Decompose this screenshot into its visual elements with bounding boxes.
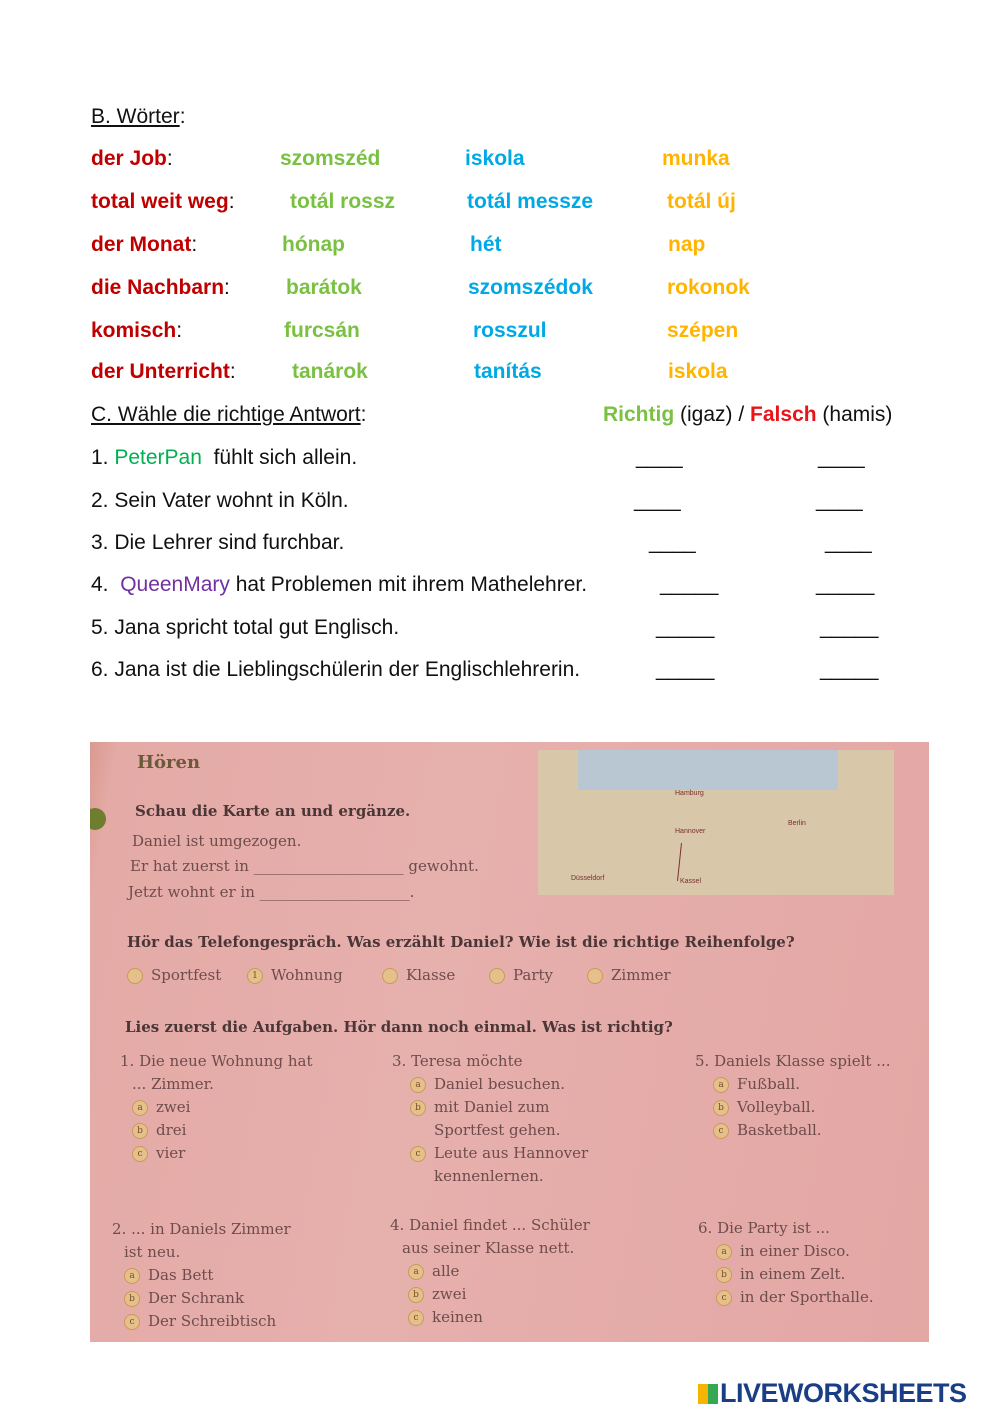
question-text: 5. Daniels Klasse spielt ... <box>695 1052 891 1070</box>
task-a-line: Jetzt wohnt er in ____________________. <box>128 883 415 901</box>
question-text: 2. ... in Daniels Zimmer <box>112 1220 291 1238</box>
order-circle <box>489 968 505 984</box>
vocab-word: der Monat: <box>91 233 198 256</box>
vocab-option[interactable]: rokonok <box>667 276 750 299</box>
falsch-blank[interactable]: _____ <box>820 616 879 639</box>
answer-option[interactable] <box>392 1142 652 1188</box>
statement: 1. PeterPan fühlt sich allein. <box>91 446 358 469</box>
option-letter-circle: a <box>410 1077 426 1093</box>
vocab-option[interactable]: szomszédok <box>468 276 593 299</box>
answer-option[interactable] <box>120 1096 380 1119</box>
option-text: keinen <box>432 1308 483 1326</box>
vocab-option[interactable]: szomszéd <box>280 147 381 170</box>
vocab-option[interactable]: furcsán <box>284 319 360 342</box>
answer-option[interactable] <box>120 1142 380 1165</box>
answer-option[interactable] <box>698 1240 929 1263</box>
order-option[interactable]: 1 Wohnung <box>247 966 343 984</box>
map-city: Berlin <box>788 820 806 827</box>
option-text: in der Sporthalle. <box>740 1288 874 1306</box>
option-letter-circle: a <box>716 1244 732 1260</box>
option-letter-circle: a <box>124 1268 140 1284</box>
vocab-option[interactable]: nap <box>668 233 706 256</box>
section-c-heading: C. Wähle die richtige Antwort: <box>91 403 367 426</box>
section-b-heading: B. Wörter: <box>91 105 186 128</box>
statement: 2. Sein Vater wohnt in Köln. <box>91 489 349 512</box>
answer-option[interactable] <box>695 1119 929 1142</box>
liveworksheets-logo: LIVEWORKSHEETS <box>698 1378 967 1409</box>
option-text: in einem Zelt. <box>740 1265 846 1283</box>
order-option[interactable]: Party <box>489 966 553 984</box>
option-letter-circle: b <box>716 1267 732 1283</box>
option-text: Der Schreibtisch <box>148 1312 277 1330</box>
option-letter-circle: c <box>410 1146 426 1162</box>
richtig-blank[interactable]: _____ <box>656 658 715 681</box>
option-text: vier <box>156 1144 186 1162</box>
question-text: ist neu. <box>124 1243 181 1261</box>
option-letter-circle: a <box>713 1077 729 1093</box>
exercise-badge <box>90 808 106 830</box>
option-letter-circle: c <box>716 1290 732 1306</box>
vocab-option[interactable]: tanítás <box>474 360 542 383</box>
order-option[interactable]: Zimmer <box>587 966 671 984</box>
task-b: Hör das Telefongespräch. Was erzählt Daniel? Wie ist die richtige Reihenfolge? <box>127 933 795 951</box>
answer-option[interactable] <box>390 1260 650 1283</box>
richtig-blank[interactable]: _____ <box>656 616 715 639</box>
vocab-option[interactable]: totál rossz <box>290 190 396 213</box>
order-circle: 1 <box>247 968 263 984</box>
option-text: Der Schrank <box>148 1289 245 1307</box>
answer-option[interactable] <box>390 1306 650 1329</box>
vocab-option[interactable]: totál új <box>667 190 736 213</box>
map-city: Hannover <box>675 828 706 835</box>
order-circle <box>382 968 398 984</box>
question-text: ... Zimmer. <box>132 1075 214 1093</box>
richtig-blank[interactable]: ____ <box>649 531 696 554</box>
vocab-option[interactable]: szépen <box>667 319 739 342</box>
answer-option[interactable] <box>698 1286 929 1309</box>
falsch-blank[interactable]: _____ <box>816 573 875 596</box>
textbook-photo <box>90 742 929 1342</box>
answer-option[interactable] <box>120 1119 380 1142</box>
vocab-option[interactable]: rosszul <box>473 319 547 342</box>
answer-option[interactable] <box>390 1283 650 1306</box>
order-option[interactable]: Sportfest <box>127 966 221 984</box>
question-block <box>695 1050 929 1142</box>
statement: 5. Jana spricht total gut Englisch. <box>91 616 400 639</box>
task-c: Lies zuerst die Aufgaben. Hör dann noch einmal. Was ist richtig? <box>125 1018 673 1036</box>
vocab-option[interactable]: hónap <box>282 233 345 256</box>
logo-icon <box>698 1384 718 1404</box>
vocab-word: der Job: <box>91 147 173 170</box>
vocab-word: total weit weg: <box>91 190 235 213</box>
answer-legend: Richtig (igaz) / Falsch (hamis) <box>603 403 893 426</box>
question-block <box>392 1050 652 1188</box>
richtig-blank[interactable]: ____ <box>634 489 681 512</box>
falsch-blank[interactable]: ____ <box>825 531 872 554</box>
option-text: Volleyball. <box>737 1098 816 1116</box>
option-letter-circle: b <box>124 1291 140 1307</box>
answer-option[interactable] <box>392 1073 652 1096</box>
falsch-blank[interactable]: _____ <box>820 658 879 681</box>
option-letter-circle: c <box>124 1314 140 1330</box>
character-name: QueenMary <box>120 573 230 596</box>
falsch-blank[interactable]: ____ <box>818 446 865 469</box>
vocab-word: der Unterricht: <box>91 360 236 383</box>
question-block <box>390 1214 650 1329</box>
question-block <box>120 1050 380 1165</box>
option-text: mit Daniel zum Sportfest gehen. <box>434 1098 561 1139</box>
option-text: in einer Disco. <box>740 1242 850 1260</box>
vocab-word: komisch: <box>91 319 183 342</box>
option-letter-circle: a <box>132 1100 148 1116</box>
option-text: Fußball. <box>737 1075 800 1093</box>
answer-option[interactable] <box>112 1264 372 1287</box>
option-letter-circle: a <box>408 1264 424 1280</box>
question-text: aus seiner Klasse nett. <box>402 1239 575 1257</box>
option-letter-circle: b <box>408 1287 424 1303</box>
option-letter-circle: c <box>408 1310 424 1326</box>
question-text: 6. Die Party ist ... <box>698 1219 830 1237</box>
task-a: Schau die Karte an und ergänze. <box>135 802 411 820</box>
answer-option[interactable] <box>695 1096 929 1119</box>
richtig-blank[interactable]: ____ <box>636 446 683 469</box>
option-text: Leute aus Hannover kennenlernen. <box>434 1144 589 1185</box>
option-text: Daniel besuchen. <box>434 1075 566 1093</box>
vocab-option[interactable]: totál messze <box>467 190 594 213</box>
vocab-option[interactable]: iskola <box>465 147 525 170</box>
option-text: zwei <box>156 1098 191 1116</box>
option-text: alle <box>432 1262 460 1280</box>
option-letter-circle: b <box>713 1100 729 1116</box>
map-city: Kassel <box>680 878 702 885</box>
statement: 6. Jana ist die Lieblingschülerin der Englischlehrerin. <box>91 658 581 681</box>
vocab-option[interactable]: iskola <box>668 360 728 383</box>
option-text: drei <box>156 1121 187 1139</box>
vocab-option[interactable]: barátok <box>286 276 362 299</box>
question-block <box>698 1217 929 1309</box>
option-letter-circle: c <box>713 1123 729 1139</box>
option-text: Basketball. <box>737 1121 822 1139</box>
option-letter-circle: c <box>132 1146 148 1162</box>
answer-option[interactable] <box>112 1287 372 1310</box>
vocab-option[interactable]: munka <box>662 147 730 170</box>
option-letter-circle: b <box>132 1123 148 1139</box>
question-block <box>112 1218 372 1333</box>
order-circle <box>587 968 603 984</box>
question-text: 4. Daniel findet ... Schüler <box>390 1216 590 1234</box>
richtig-blank[interactable]: _____ <box>660 573 719 596</box>
question-text: 1. Die neue Wohnung hat <box>120 1052 313 1070</box>
answer-option[interactable] <box>698 1263 929 1286</box>
question-text: 3. Teresa möchte <box>392 1052 523 1070</box>
task-a-line: Er hat zuerst in ____________________ gewohnt. <box>130 857 479 875</box>
order-option[interactable]: Klasse <box>382 966 455 984</box>
order-circle <box>127 968 143 984</box>
statement: 3. Die Lehrer sind furchbar. <box>91 531 345 554</box>
photo-title: Hören <box>137 752 201 773</box>
map-city: Düsseldorf <box>571 875 605 882</box>
statement: 4. QueenMary hat Problemen mit ihrem Mathelehrer. <box>91 573 588 596</box>
option-text: zwei <box>432 1285 467 1303</box>
character-name: PeterPan <box>114 446 202 469</box>
vocab-option[interactable]: tanárok <box>292 360 368 383</box>
vocab-option[interactable]: hét <box>470 233 502 256</box>
task-a-line: Daniel ist umgezogen. <box>132 832 302 850</box>
falsch-blank[interactable]: ____ <box>816 489 863 512</box>
answer-option[interactable] <box>695 1073 929 1096</box>
answer-option[interactable] <box>392 1096 652 1142</box>
answer-option[interactable] <box>112 1310 372 1333</box>
vocab-word: die Nachbarn: <box>91 276 230 299</box>
option-text: Das Bett <box>148 1266 214 1284</box>
germany-map <box>538 750 894 895</box>
map-city: Hamburg <box>675 790 704 797</box>
option-letter-circle: b <box>410 1100 426 1116</box>
